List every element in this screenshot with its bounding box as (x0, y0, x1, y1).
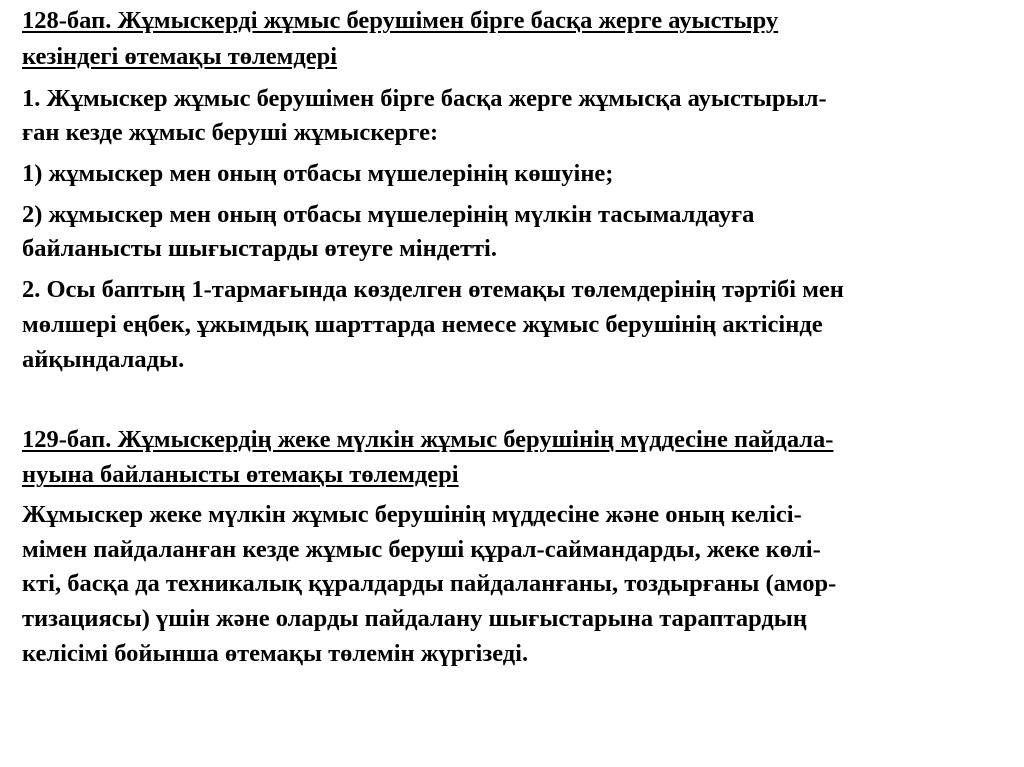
article-129-body-line-4: тизациясы) үшін және оларды пайдалану шығыстарына тараптардың (22, 605, 808, 632)
article-128-list-item-1: 1) жұмыскер мен оның отбасы мүшелерінің көшуіне; (22, 160, 614, 187)
article-129-body-line-2: мімен пайдаланған кезде жұмыс беруші құрал-саймандарды, жеке көлі- (22, 536, 821, 563)
article-128-list-item-2-line-1: 2) жұмыскер мен оның отбасы мүшелерінің мүлкін тасымалдауға (22, 201, 755, 228)
article-129-body-line-5: келісімі бойынша өтемақы төлемін жүргізеді. (22, 640, 529, 667)
article-129-body-line-1: Жұмыскер жеке мүлкін жұмыс берушінің мүддесіне және оның келісі- (22, 501, 802, 528)
article-128-heading-line-2: кезіндегі өтемақы төлемдері (22, 43, 338, 70)
article-128-paragraph-1-line-1: 1. Жұмыскер жұмыс берушімен бірге басқа жерге жұмысқа ауыстырыл- (22, 85, 827, 112)
article-128-paragraph-1-line-2: ған кезде жұмыс беруші жұмыскерге: (22, 119, 439, 146)
article-129-body-line-3: кті, басқа да техникалық құралдарды пайдаланғаны, тоздырғаны (амор- (22, 570, 837, 597)
article-128-paragraph-2-line-3: айқындалады. (22, 346, 185, 373)
article-129-heading-line-1: 129-бап. Жұмыскердің жеке мүлкін жұмыс берушінің мүддесіне пайдала- (22, 426, 834, 453)
article-129-heading-line-2: нуына байланысты өтемақы төлемдері (22, 461, 459, 488)
article-128-list-item-2-line-2: байланысты шығыстарды өтеуге міндетті. (22, 235, 497, 262)
article-128-paragraph-2-line-2: мөлшері еңбек, ұжымдық шарттарда немесе жұмыс берушінің актісінде (22, 311, 823, 338)
article-128-heading-line-1: 128-бап. Жұмыскерді жұмыс берушімен бірге басқа жерге ауыстыру (22, 7, 779, 34)
article-128-paragraph-2-line-1: 2. Осы баптың 1-тармағында көзделген өтемақы төлемдерінің тәртібі мен (22, 276, 844, 303)
